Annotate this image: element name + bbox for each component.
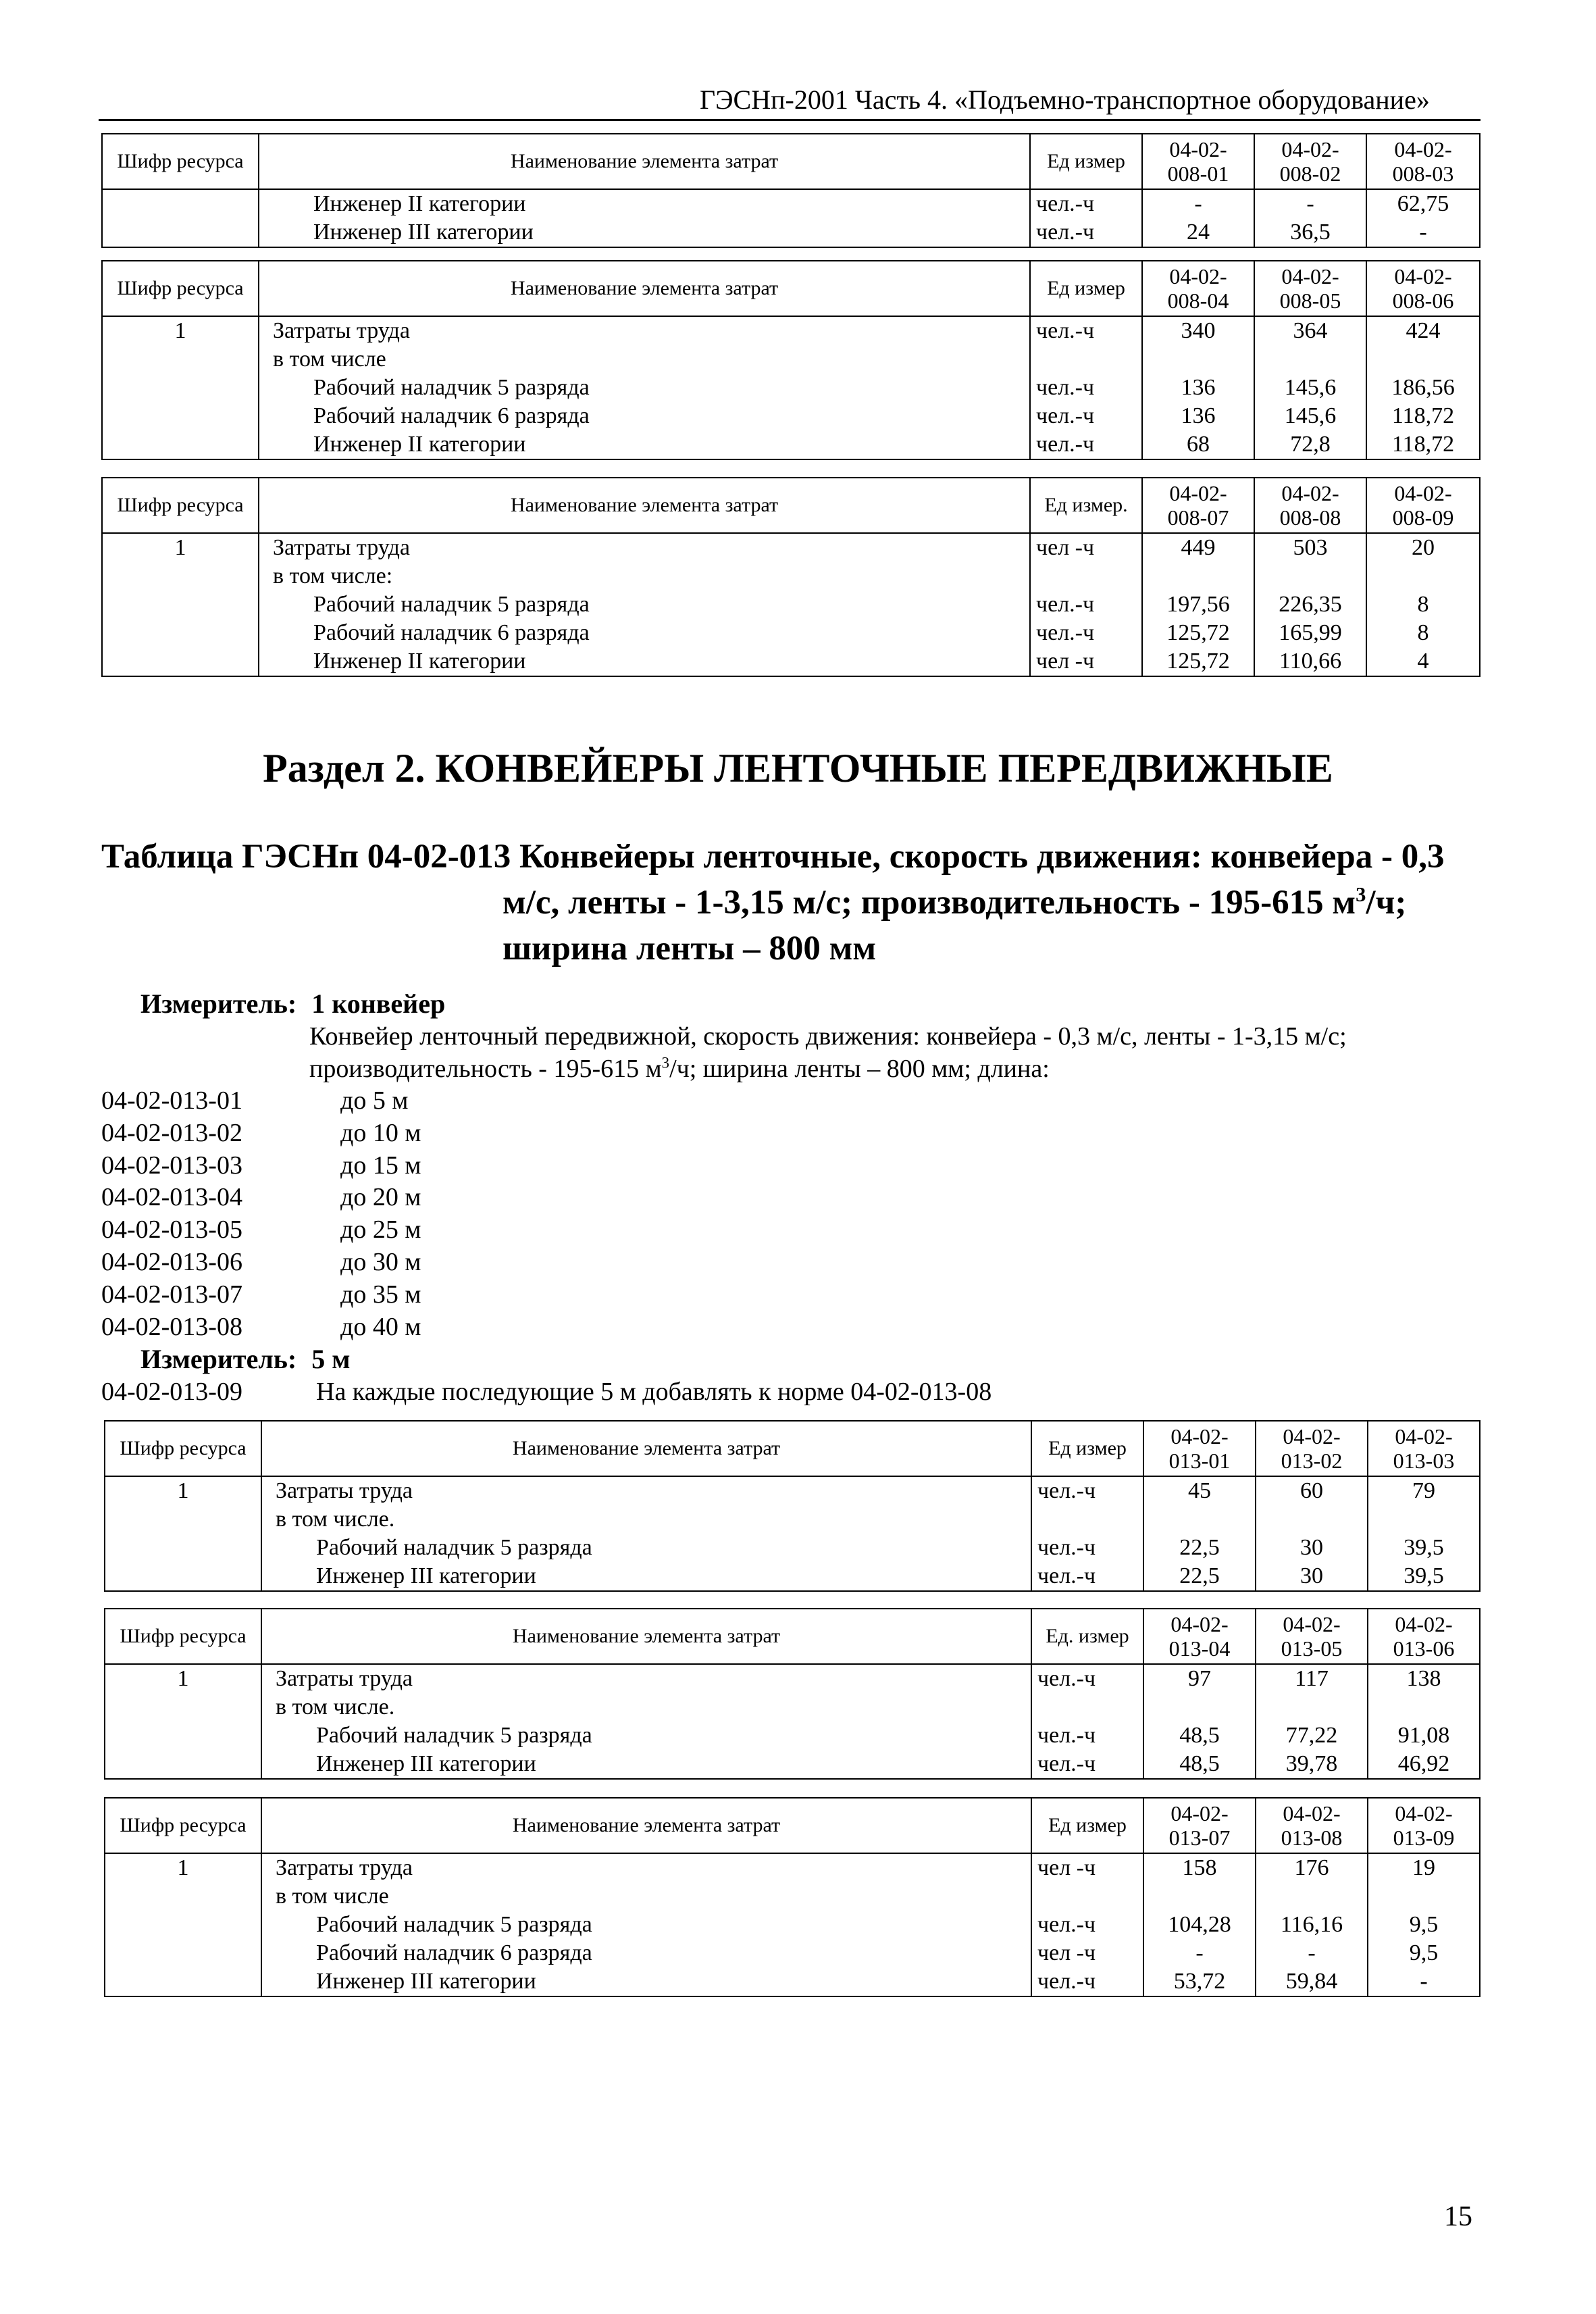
- cell-name: Рабочий наладчик 6 разряда: [259, 402, 1030, 430]
- cell-value: -: [1142, 189, 1254, 218]
- meter-label: Измеритель:: [140, 1344, 297, 1374]
- caption-line-3: ширина ленты – 800 мм: [503, 930, 877, 967]
- description-superscript: 3: [661, 1054, 670, 1072]
- cell-code: [102, 590, 259, 619]
- cell-code: [105, 1505, 261, 1534]
- header-code: Шифр ресурса: [105, 1421, 261, 1476]
- cell-name: в том числе: [259, 345, 1030, 374]
- cell-value: 9,5: [1368, 1911, 1480, 1939]
- cell-name: Рабочий наладчик 5 разряда: [259, 590, 1030, 619]
- list-item-code: 04-02-013-05: [101, 1215, 242, 1244]
- header-norm-code: 04-02- 013-04: [1143, 1609, 1256, 1664]
- cell-value: -: [1368, 1967, 1480, 1996]
- list-item: [101, 1279, 421, 1311]
- cell-value: [1142, 562, 1254, 590]
- cell-value: 118,72: [1366, 430, 1480, 459]
- header-norm-code: 04-02- 008-07: [1142, 478, 1254, 533]
- cell-name: Рабочий наладчик 5 разряда: [261, 1911, 1031, 1939]
- description-line-2: [309, 1053, 1050, 1085]
- header-unit: Ед измер.: [1030, 478, 1142, 533]
- cell-unit: чел.-ч: [1031, 1476, 1143, 1505]
- cell-value: [1143, 1882, 1256, 1911]
- cell-name: Инженер II категории: [259, 647, 1030, 676]
- header-norm-code: 04-02- 008-06: [1366, 261, 1480, 316]
- table-row: [105, 1721, 1480, 1750]
- description-line-2-tail: /ч; ширина ленты – 800 мм; длина:: [669, 1055, 1050, 1083]
- list-item: [101, 1085, 421, 1117]
- cell-value: 30: [1256, 1534, 1368, 1562]
- header-unit: Ед измер: [1031, 1798, 1143, 1853]
- cell-code: [105, 1750, 261, 1779]
- cell-unit: чел.-ч: [1031, 1967, 1143, 1996]
- list-item: [101, 1311, 421, 1344]
- cell-name: Рабочий наладчик 6 разряда: [259, 619, 1030, 647]
- table-row: [105, 1853, 1480, 1882]
- cell-code: [102, 218, 259, 247]
- header-name: Наименование элемента затрат: [261, 1421, 1031, 1476]
- cell-name: в том числе.: [261, 1505, 1031, 1534]
- cell-value: 53,72: [1143, 1967, 1256, 1996]
- cell-value: 22,5: [1143, 1534, 1256, 1562]
- header-norm-code: 04-02- 013-07: [1143, 1798, 1256, 1853]
- cell-value: 118,72: [1366, 402, 1480, 430]
- cell-code: [102, 402, 259, 430]
- cell-value: 424: [1366, 316, 1480, 345]
- cell-unit: [1031, 1693, 1143, 1721]
- list-item-code: 04-02-013-06: [101, 1247, 242, 1276]
- cell-value: 39,5: [1368, 1534, 1480, 1562]
- cell-unit: чел.-ч: [1031, 1664, 1143, 1693]
- table-row: [102, 345, 1480, 374]
- cell-value: [1368, 1882, 1480, 1911]
- header-code: Шифр ресурса: [105, 1798, 261, 1853]
- cell-unit: [1031, 1505, 1143, 1534]
- resource-table-008-04: [101, 260, 1481, 460]
- cell-value: 79: [1368, 1476, 1480, 1505]
- header-code: Шифр ресурса: [102, 134, 259, 189]
- cell-value: 39,5: [1368, 1562, 1480, 1591]
- cell-value: -: [1256, 1939, 1368, 1967]
- cell-value: 125,72: [1142, 619, 1254, 647]
- cell-code: [102, 562, 259, 590]
- cell-value: 158: [1143, 1853, 1256, 1882]
- resource-table-013-07: [104, 1797, 1481, 1997]
- header-norm-code: 04-02- 013-02: [1256, 1421, 1368, 1476]
- cell-value: -: [1143, 1939, 1256, 1967]
- cell-value: 176: [1256, 1853, 1368, 1882]
- list-item-code: 04-02-013-08: [101, 1312, 242, 1341]
- cell-code: 1: [102, 533, 259, 562]
- cell-code: [102, 374, 259, 402]
- cell-code: [105, 1882, 261, 1911]
- cell-value: 62,75: [1366, 189, 1480, 218]
- list-item-text: до 40 м: [340, 1312, 421, 1341]
- extra-code: 04-02-013-09: [101, 1378, 242, 1406]
- table-caption: [101, 834, 1445, 972]
- cell-code: [105, 1534, 261, 1562]
- meter-1: [140, 988, 445, 1020]
- list-item-text: до 20 м: [340, 1183, 421, 1212]
- cell-unit: чел.-ч: [1030, 619, 1142, 647]
- table-row: [105, 1939, 1480, 1967]
- cell-name: Затраты труда: [261, 1664, 1031, 1693]
- cell-value: 22,5: [1143, 1562, 1256, 1591]
- cell-value: 48,5: [1143, 1750, 1256, 1779]
- cell-name: Рабочий наладчик 5 разряда: [259, 374, 1030, 402]
- cell-value: 340: [1142, 316, 1254, 345]
- cell-code: [105, 1967, 261, 1996]
- cell-value: 9,5: [1368, 1939, 1480, 1967]
- meter-value: 5 м: [311, 1344, 351, 1374]
- caption-superscript: 3: [1356, 883, 1366, 906]
- list-item-code: 04-02-013-03: [101, 1151, 242, 1180]
- cell-value: 19: [1368, 1853, 1480, 1882]
- header-norm-code: 04-02- 013-06: [1368, 1609, 1480, 1664]
- cell-name: Инженер III категории: [261, 1967, 1031, 1996]
- cell-value: 503: [1254, 533, 1366, 562]
- cell-unit: чел -ч: [1031, 1939, 1143, 1967]
- cell-unit: чел.-ч: [1031, 1562, 1143, 1591]
- table-row: [102, 402, 1480, 430]
- table-header-row: [102, 261, 1480, 316]
- cell-name: Инженер III категории: [261, 1562, 1031, 1591]
- cell-value: [1368, 1693, 1480, 1721]
- list-item: [101, 1150, 421, 1182]
- cell-code: 1: [105, 1476, 261, 1505]
- list-item: [101, 1214, 421, 1247]
- cell-value: 39,78: [1256, 1750, 1368, 1779]
- cell-value: 72,8: [1254, 430, 1366, 459]
- cell-name: в том числе:: [259, 562, 1030, 590]
- list-item-text: до 25 м: [340, 1215, 421, 1244]
- list-item-code: 04-02-013-01: [101, 1086, 242, 1115]
- header-norm-code: 04-02- 008-03: [1366, 134, 1480, 189]
- resource-table-013-01: [104, 1420, 1481, 1592]
- caption-line-2: [101, 880, 1445, 926]
- cell-value: 125,72: [1142, 647, 1254, 676]
- cell-value: 197,56: [1142, 590, 1254, 619]
- list-item: [101, 1182, 421, 1214]
- resource-table-008-07: [101, 477, 1481, 677]
- cell-unit: чел.-ч: [1030, 218, 1142, 247]
- cell-value: [1143, 1693, 1256, 1721]
- caption-line-1: Таблица ГЭСНп 04-02-013 Конвейеры ленточные, скорость движения: конвейера - 0,3: [101, 838, 1445, 876]
- list-item-text: до 5 м: [340, 1086, 409, 1115]
- table-row: [105, 1693, 1480, 1721]
- table-header-row: [102, 478, 1480, 533]
- cell-value: [1254, 345, 1366, 374]
- cell-unit: чел.-ч: [1030, 590, 1142, 619]
- cell-value: 36,5: [1254, 218, 1366, 247]
- cell-value: 117: [1256, 1664, 1368, 1693]
- cell-unit: [1030, 345, 1142, 374]
- cell-code: [102, 619, 259, 647]
- cell-unit: чел -ч: [1031, 1853, 1143, 1882]
- table-row: [102, 590, 1480, 619]
- section-title: Раздел 2. КОНВЕЙЕРЫ ЛЕНТОЧНЫЕ ПЕРЕДВИЖНЫЕ: [263, 746, 1333, 790]
- cell-code: 1: [102, 316, 259, 345]
- cell-value: 48,5: [1143, 1721, 1256, 1750]
- list-item-code: 04-02-013-04: [101, 1183, 242, 1212]
- cell-value: -: [1254, 189, 1366, 218]
- caption-line-2-text: м/с, ленты - 1-3,15 м/с; производительность - 195-615 м: [503, 884, 1356, 922]
- header-unit: Ед измер: [1030, 261, 1142, 316]
- cell-unit: чел.-ч: [1030, 402, 1142, 430]
- table-row: [102, 619, 1480, 647]
- meter-value: 1 конвейер: [311, 988, 446, 1019]
- cell-value: 20: [1366, 533, 1480, 562]
- header-unit: Ед измер: [1030, 134, 1142, 189]
- cell-unit: [1030, 562, 1142, 590]
- cell-value: 226,35: [1254, 590, 1366, 619]
- cell-code: [105, 1693, 261, 1721]
- cell-code: [102, 647, 259, 676]
- cell-value: 45: [1143, 1476, 1256, 1505]
- cell-name: Затраты труда: [259, 533, 1030, 562]
- cell-value: 104,28: [1143, 1911, 1256, 1939]
- header-norm-code: 04-02- 008-01: [1142, 134, 1254, 189]
- description-line-1: Конвейер ленточный передвижной, скорость движения: конвейера - 0,3 м/с, ленты - 1-3,15 м/с;: [309, 1022, 1347, 1051]
- table-row: [105, 1750, 1480, 1779]
- cell-name: в том числе: [261, 1882, 1031, 1911]
- cell-value: 110,66: [1254, 647, 1366, 676]
- cell-value: 91,08: [1368, 1721, 1480, 1750]
- cell-value: 165,99: [1254, 619, 1366, 647]
- cell-code: 1: [105, 1853, 261, 1882]
- cell-code: [102, 189, 259, 218]
- header-norm-code: 04-02- 013-08: [1256, 1798, 1368, 1853]
- cell-value: 8: [1366, 619, 1480, 647]
- table-row: [105, 1476, 1480, 1505]
- resource-table-013-04: [104, 1608, 1481, 1780]
- cell-unit: чел -ч: [1030, 533, 1142, 562]
- header-code: Шифр ресурса: [102, 261, 259, 316]
- cell-value: 116,16: [1256, 1911, 1368, 1939]
- caption-line-2-tail: /ч;: [1366, 884, 1407, 922]
- extra-norm-row: [101, 1376, 992, 1408]
- list-item: [101, 1247, 421, 1279]
- cell-value: [1368, 1505, 1480, 1534]
- list-item-code: 04-02-013-07: [101, 1280, 242, 1309]
- table-row: [105, 1882, 1480, 1911]
- header-unit: Ед. измер: [1031, 1609, 1143, 1664]
- cell-value: 24: [1142, 218, 1254, 247]
- cell-value: 449: [1142, 533, 1254, 562]
- cell-value: 186,56: [1366, 374, 1480, 402]
- cell-unit: чел.-ч: [1030, 374, 1142, 402]
- cell-value: [1142, 345, 1254, 374]
- cell-code: [105, 1911, 261, 1939]
- table-header-row: [105, 1798, 1480, 1853]
- code-list: [101, 1085, 421, 1343]
- header-norm-code: 04-02- 013-01: [1143, 1421, 1256, 1476]
- header-name: Наименование элемента затрат: [261, 1798, 1031, 1853]
- cell-unit: чел.-ч: [1030, 316, 1142, 345]
- meter-label: Измеритель:: [140, 988, 297, 1019]
- list-item-text: до 30 м: [340, 1247, 421, 1276]
- cell-value: [1366, 345, 1480, 374]
- header-norm-code: 04-02- 008-04: [1142, 261, 1254, 316]
- list-item-text: до 15 м: [340, 1151, 421, 1180]
- list-item: [101, 1117, 421, 1150]
- cell-value: [1256, 1882, 1368, 1911]
- cell-unit: чел.-ч: [1030, 430, 1142, 459]
- cell-name: Затраты труда: [261, 1853, 1031, 1882]
- cell-value: 364: [1254, 316, 1366, 345]
- cell-unit: чел -ч: [1030, 647, 1142, 676]
- header-norm-code: 04-02- 008-09: [1366, 478, 1480, 533]
- table-header-row: [102, 134, 1480, 189]
- description-line-2-text: производительность - 195-615 м: [309, 1055, 662, 1083]
- cell-code: [105, 1939, 261, 1967]
- cell-name: Инженер III категории: [259, 218, 1030, 247]
- cell-value: 4: [1366, 647, 1480, 676]
- header-norm-code: 04-02- 008-08: [1254, 478, 1366, 533]
- cell-value: 136: [1142, 402, 1254, 430]
- cell-value: -: [1366, 218, 1480, 247]
- table-row: [102, 218, 1480, 247]
- header-code: Шифр ресурса: [102, 478, 259, 533]
- table-row: [102, 430, 1480, 459]
- cell-value: [1366, 562, 1480, 590]
- cell-name: Инженер II категории: [259, 189, 1030, 218]
- list-item-text: до 10 м: [340, 1118, 421, 1147]
- cell-name: Затраты труда: [261, 1476, 1031, 1505]
- cell-value: 97: [1143, 1664, 1256, 1693]
- header-name: Наименование элемента затрат: [259, 134, 1030, 189]
- list-item-code: 04-02-013-02: [101, 1118, 242, 1147]
- cell-value: 68: [1142, 430, 1254, 459]
- table-row: [105, 1534, 1480, 1562]
- cell-name: Инженер III категории: [261, 1750, 1031, 1779]
- table-row: [105, 1505, 1480, 1534]
- cell-name: Рабочий наладчик 5 разряда: [261, 1534, 1031, 1562]
- header-norm-code: 04-02- 008-02: [1254, 134, 1366, 189]
- table-row: [102, 316, 1480, 345]
- cell-value: 59,84: [1256, 1967, 1368, 1996]
- cell-name: Инженер II категории: [259, 430, 1030, 459]
- table-row: [102, 647, 1480, 676]
- header-name: Наименование элемента затрат: [259, 261, 1030, 316]
- extra-text: На каждые последующие 5 м добавлять к норме 04-02-013-08: [316, 1378, 992, 1406]
- table-row: [105, 1967, 1480, 1996]
- resource-table-008-01: [101, 133, 1481, 248]
- cell-value: [1143, 1505, 1256, 1534]
- cell-name: в том числе.: [261, 1693, 1031, 1721]
- running-header: ГЭСНп-2001 Часть 4. «Подъемно-транспортное оборудование»: [700, 84, 1430, 115]
- table-row: [102, 189, 1480, 218]
- cell-unit: чел.-ч: [1031, 1721, 1143, 1750]
- cell-value: 138: [1368, 1664, 1480, 1693]
- header-unit: Ед измер: [1031, 1421, 1143, 1476]
- page-number: 15: [1444, 2201, 1472, 2232]
- header-norm-code: 04-02- 013-05: [1256, 1609, 1368, 1664]
- cell-value: 145,6: [1254, 374, 1366, 402]
- cell-code: [105, 1562, 261, 1591]
- cell-value: [1254, 562, 1366, 590]
- cell-value: 46,92: [1368, 1750, 1480, 1779]
- cell-unit: чел.-ч: [1030, 189, 1142, 218]
- header-rule: [99, 119, 1481, 121]
- cell-value: [1256, 1505, 1368, 1534]
- header-norm-code: 04-02- 013-09: [1368, 1798, 1480, 1853]
- header-name: Наименование элемента затрат: [261, 1609, 1031, 1664]
- cell-value: 8: [1366, 590, 1480, 619]
- table-header-row: [105, 1421, 1480, 1476]
- header-code: Шифр ресурса: [105, 1609, 261, 1664]
- table-row: [102, 533, 1480, 562]
- meter-2: [140, 1343, 350, 1376]
- table-row: [105, 1911, 1480, 1939]
- cell-value: 30: [1256, 1562, 1368, 1591]
- cell-name: Рабочий наладчик 5 разряда: [261, 1721, 1031, 1750]
- header-name: Наименование элемента затрат: [259, 478, 1030, 533]
- cell-code: 1: [105, 1664, 261, 1693]
- table-row: [105, 1664, 1480, 1693]
- table-row: [105, 1562, 1480, 1591]
- cell-code: [105, 1721, 261, 1750]
- table-row: [102, 374, 1480, 402]
- header-norm-code: 04-02- 008-05: [1254, 261, 1366, 316]
- cell-unit: чел.-ч: [1031, 1534, 1143, 1562]
- header-norm-code: 04-02- 013-03: [1368, 1421, 1480, 1476]
- cell-unit: [1031, 1882, 1143, 1911]
- cell-name: Рабочий наладчик 6 разряда: [261, 1939, 1031, 1967]
- cell-name: Затраты труда: [259, 316, 1030, 345]
- cell-value: [1256, 1693, 1368, 1721]
- table-row: [102, 562, 1480, 590]
- cell-value: 136: [1142, 374, 1254, 402]
- cell-value: 145,6: [1254, 402, 1366, 430]
- cell-value: 60: [1256, 1476, 1368, 1505]
- list-item-text: до 35 м: [340, 1280, 421, 1309]
- cell-value: 77,22: [1256, 1721, 1368, 1750]
- cell-code: [102, 345, 259, 374]
- cell-code: [102, 430, 259, 459]
- table-header-row: [105, 1609, 1480, 1664]
- cell-unit: чел.-ч: [1031, 1911, 1143, 1939]
- cell-unit: чел.-ч: [1031, 1750, 1143, 1779]
